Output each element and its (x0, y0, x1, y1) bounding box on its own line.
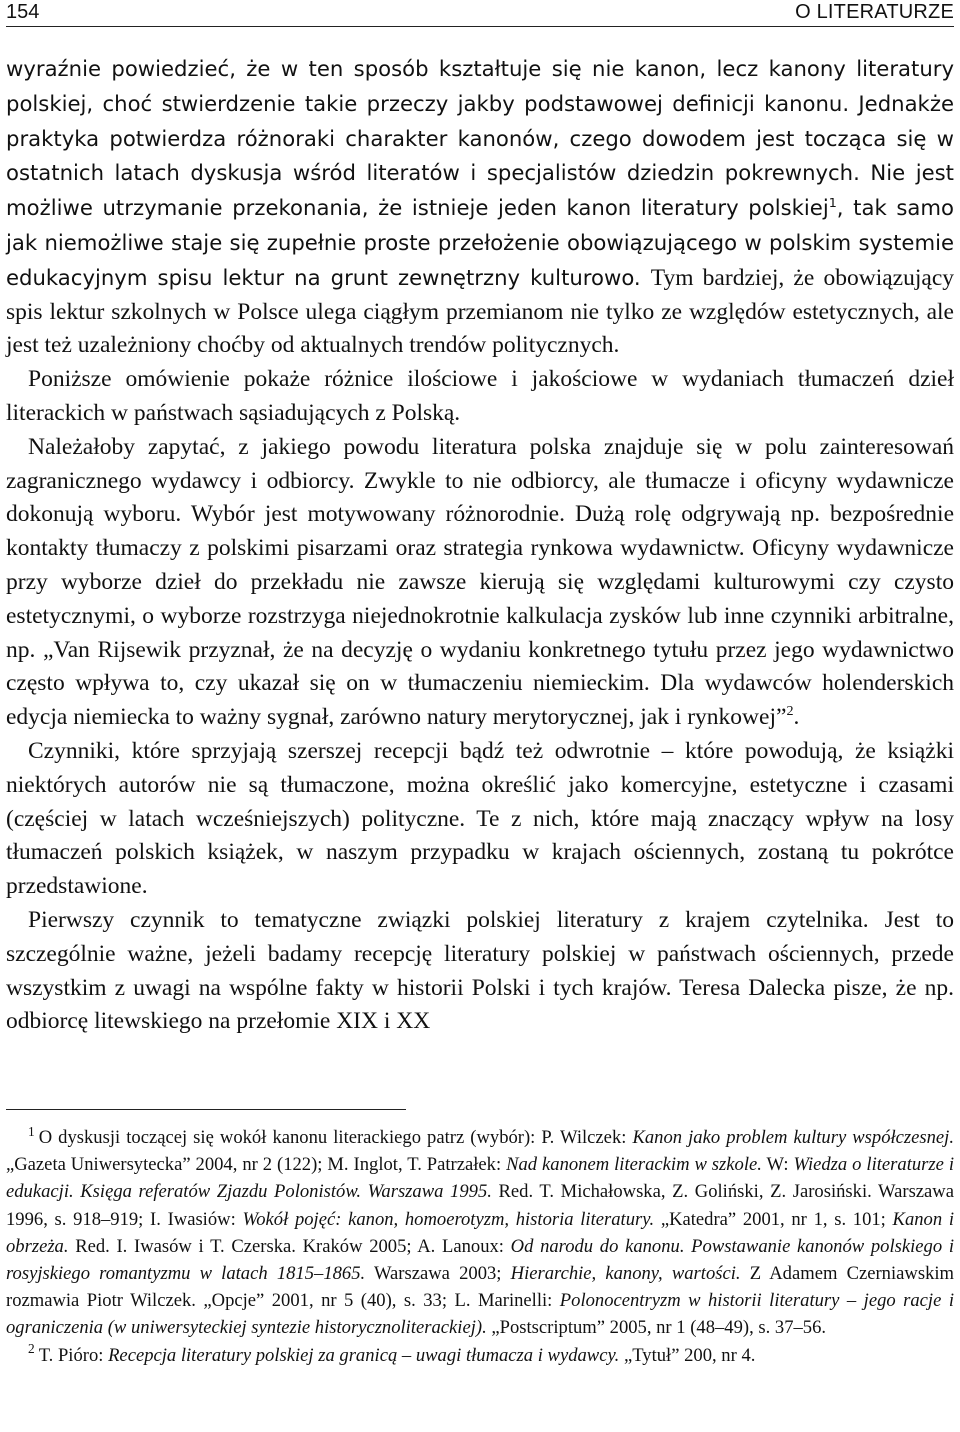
footnote-1 (6, 1124, 954, 1342)
footnote-1-text: Z Adamem Czerniawskim rozmawia Piotr Wilczek. „Opcje” 2001, nr 5 (40), s. 33; L. Marinelli: (6, 1263, 954, 1312)
footnote-2-number: 2 (28, 1341, 35, 1357)
footnote-2-text: „Tytuł” 200, nr 4. (619, 1344, 756, 1366)
footnotes (6, 1124, 954, 1369)
footnote-1-text: Warszawa 2003; (365, 1263, 511, 1285)
footnote-1-text: „Katedra” 2001, nr 1, s. 101; (654, 1208, 893, 1230)
footnote-1-title: Nad kanonem literackim w szkole. (506, 1154, 762, 1176)
footnote-1-title: Kanon i obrzeża. (6, 1208, 954, 1257)
page-number: 154 (6, 1, 40, 23)
running-header (6, 0, 954, 27)
paragraph-1-part-b: , tak samo jak niemożliwe staje się zupełnie proste przełożenie obowiązującego w polskim systemie edukacyjnym spisu lektur na grunt zewnętrzny kulturowo. (6, 195, 954, 290)
paragraph-4: Czynniki, które sprzyjają szerszej recepcji bądź też odwrotnie – które powodują, że książki niektórych autorów nie są tłumaczone, można określić jako komercyjne, estetyczne i czasami (częściej w latach wcześniejszych) polityczne. Te z nich, które mają znaczący wpływ na losy tłumaczeń polskich książek, w naszym przypadku w krajach ościennych, zostaną tu pokrótce przedstawione. (6, 737, 954, 900)
paragraph-3-part-b: . (793, 704, 800, 731)
footnote-ref-1[interactable]: 1 (828, 195, 837, 211)
footnote-1-text: Red. I. Iwasów i T. Czerska. Kraków 2005; A. Lanoux: (68, 1235, 511, 1257)
footnote-2 (6, 1342, 954, 1369)
footnote-separator (6, 1109, 406, 1110)
footnote-1-text: W: (761, 1154, 794, 1176)
footnote-1-title: Kanon jako problem kultury współczesnej. (632, 1127, 954, 1148)
footnote-2-text: T. Pióro: (38, 1344, 109, 1366)
footnote-1-number: 1 (28, 1123, 35, 1139)
footnote-ref-2[interactable]: 2 (786, 703, 794, 720)
paragraph-1 (6, 52, 954, 363)
footnote-1-text: „Postscriptum” 2005, nr 1 (48–49), s. 37–56. (486, 1317, 827, 1339)
paragraph-3-part-a: Należałoby zapytać, z jakiego powodu literatura polska znajduje się w polu zainteresowań zagranicznego wydawcy i odbiorcy. Zwykle to nie odbiorcy, ale tłumacze i oficyny wydawnicze dokonują wyboru. Wybór jest motywowany różnorodnie. Dużą rolę odgrywają np. bezpośrednie kontakty tłumaczy z polskimi pisarzami oraz strategia rynkowa wydawnictw. Oficyny wydawnicze przy wyborze dzieł do przekładu nie zawsze kierują się względami kulturowymi czy czysto estetycznymi, o wyborze rozstrzyga niejednokrotnie kalkulacja zysków lub inne czynniki arbitralne, np. „Van Rijsewik przyznał, że na decyzję o wydaniu konkretnego tytułu przez jego wydawnictwo często wpływa to, czy ukazał się on w tłumaczeniu niemieckim. Dla wydawców holenderskich edycja niemiecka to ważny sygnał, zarówno natury merytorycznej, jak i rynkowej” (6, 433, 954, 731)
footnote-1-title: Wiedza o literaturze i edukacji. Księga referatów Zjazdu Polonistów. Warszawa 1995. (6, 1154, 955, 1203)
paragraph-2: Poniższe omówienie pokaże różnice ilościowe i jakościowe w wydaniach tłumaczeń dzieł literackich w państwach sąsiadujących z Polską. (6, 366, 954, 426)
paragraph-3 (6, 431, 954, 735)
footnote-1-title: Od narodu do kanonu. Powstawanie kanonów polskiego i rosyjskiego romantyzmu w latach 1815–1865. (6, 1235, 954, 1285)
footnote-2-title: Recepcja literatury polskiej za granicą – uwagi tłumacza i wydawcy. (108, 1344, 620, 1366)
footnote-1-title: Wokół pojęć: kanon, homoerotyzm, historia literatury. (242, 1208, 655, 1230)
section-title: O LITERATURZE (795, 1, 954, 23)
body-text (6, 52, 954, 1039)
footnote-1-text: „Gazeta Uniwersytecka” 2004, nr 2 (122); M. Inglot, T. Patrzałek: (6, 1154, 507, 1176)
footnote-1-text: Red. T. Michałowska, Z. Goliński, Z. Jarosiński. Warszawa 1996, s. 918–919; I. Iwasiów: (6, 1181, 954, 1230)
paragraph-1-sans-text (6, 56, 954, 290)
footnote-1-title: Hierarchie, kanony, wartości. (510, 1263, 741, 1285)
paragraph-1-part-c: Tym bardziej, że obowiązujący spis lektur szkolnych w Polsce ulega ciągłym przemianom nie tylko ze względów estetycznych, ale jest też uzależniony choćby od aktualnych trendów politycznych. (6, 264, 955, 359)
paragraph-5: Pierwszy czynnik to tematyczne związki polskiej literatury z krajem czytelnika. Jest to szczególnie ważne, jeżeli badamy recepcję literatury polskiej w państwach ościennych, przede wszystkim z uwagi na wspólne fakty w historii Polski i tych krajów. Teresa Dalecka pisze, że np. odbiorcę litewskiego na przełomie XIX i XX (6, 906, 954, 1035)
footnote-1-text: O dyskusji toczącej się wokół kanonu literackiego patrz (wybór): P. Wilczek: (38, 1127, 633, 1148)
footnote-1-title: Polonocentryzm w historii literatury – jego racje i ograniczenia (w uniwersyteckiej syntezie historycznoliterackiej). (6, 1290, 954, 1339)
paragraph-1-part-a: wyraźnie powiedzieć, że w ten sposób kształtuje się nie kanon, lecz kanony literatury polskiej, choć stwierdzenie takie przeczy jakby podstawowej definicji kanonu. Jednakże praktyka potwierdza różnoraki charakter kanonów, czego dowodem jest tocząca się w ostatnich latach dyskusja wśród literatów i specjalistów dziedzin pokrewnych. Nie jest możliwe utrzymanie przekonania, że istnieje jeden kanon literatury polskiej (6, 56, 954, 221)
